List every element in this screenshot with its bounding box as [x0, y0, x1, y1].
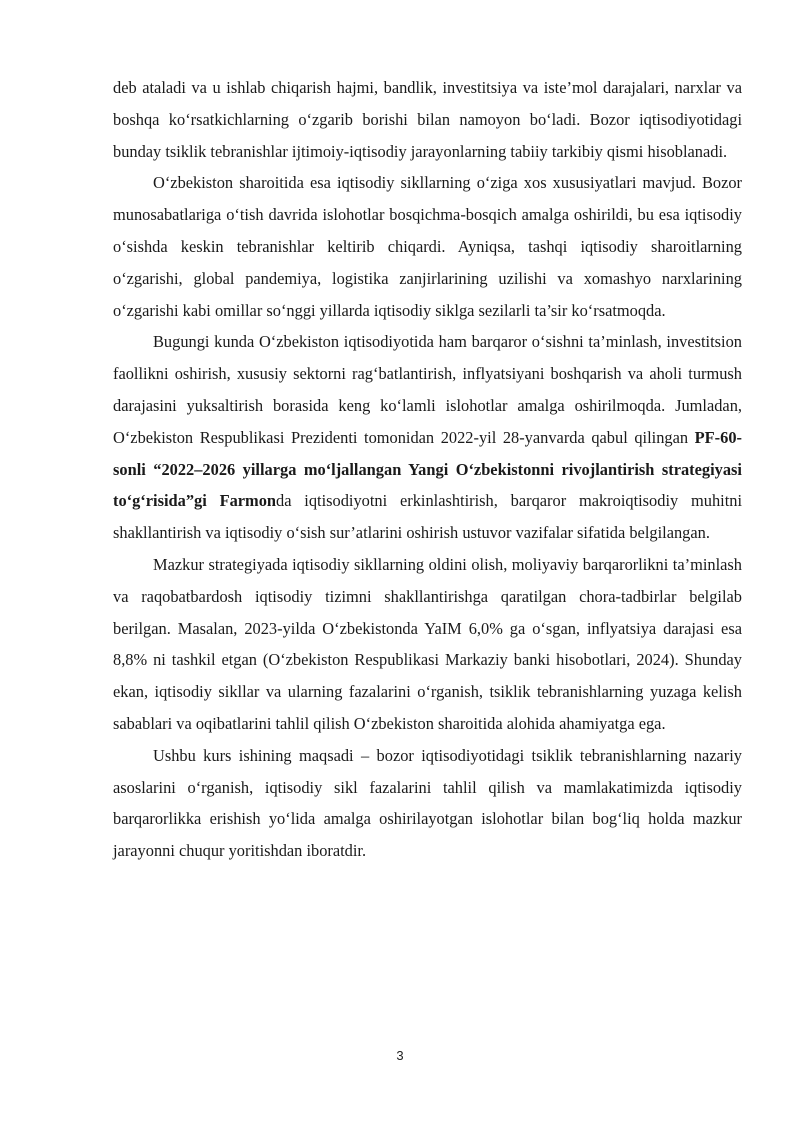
paragraph-continuation: deb ataladi va u ishlab chiqarish hajmi, bandlik, investitsiya va iste’mol darajalari, narxlar va boshqa ko‘rsatkichlarning o‘zgarib borishi bilan namoyon bo‘ladi. Bozor iqtisodiyotidagi bunday tsiklik tebranishlar ijtimoiy-iqtisodiy jarayonlarning tabiiy tarkibiy qismi hisoblanadi.: [113, 78, 742, 161]
decree-title: PF-60-sonli “2022–2026 yillarga mo‘ljallangan Yangi O‘zbekistonni rivojlantirish strategiyasi to‘g‘risida”gi Farmon: [113, 427, 742, 511]
reforms-text-start: Bugungi kunda O‘zbekiston iqtisodiyotida ham barqaror o‘sishni ta’minlash, investitsion faollikni oshirish, xususiy sektorni rag‘batlantirish, inflyatsiyani boshqarish va aholi turmush darajasini yuksaltirish borasida keng ko‘lamli islohotlar amalga oshirilmoqda. Jumladan, O‘zbekiston Respublikasi Prezidenti tomonidan 2022-yil 28-yanvarda qabul qilingan: [113, 332, 742, 447]
document-body: [113, 72, 742, 867]
paragraph-uzbekistan-cycles: O‘zbekiston sharoitida esa iqtisodiy sikllarning o‘ziga xos xususiyatlari mavjud. Bozor munosabatlariga o‘tish davrida islohotlar bosqichma-bosqich amalga oshirildi, bu esa iqtisodiy o‘sishda keskin tebranishlar keltirib chiqardi. Ayniqsa, tashqi iqtisodiy sharoitlarning o‘zgarishi, global pandemiya, logistika zanjirlarining uzilishi va xomashyo narxlarining o‘zgarishi kabi omillar so‘nggi yillarda iqtisodiy siklga sezilarli ta’sir ko‘rsatmoqda.: [113, 173, 742, 320]
page-number: 3: [396, 1048, 404, 1063]
paragraph-reforms: [113, 326, 742, 549]
paragraph-strategy: Mazkur strategiyada iqtisodiy sikllarning oldini olish, moliyaviy barqarorlikni ta’minlash va raqobatbardosh iqtisodiy tizimni shakllantirishga qaratilgan chora-tadbirlar belgilab berilgan. Masalan, 2023-yilda O‘zbekistonda YaIM 6,0% ga o‘sgan, inflyatsiya darajasi esa 8,8% ni tashkil etgan (O‘zbekiston Respublikasi Markaziy banki hisobotlari, 2024). Shunday ekan, iqtisodiy sikllar va ularning fazalarini o‘rganish, tsiklik tebranishlarning yuzaga kelish sabablari va oqibatlarini tahlil qilish O‘zbekiston sharoitida alohida ahamiyatga ega.: [113, 554, 742, 733]
paragraph-goal: Ushbu kurs ishining maqsadi – bozor iqtisodiyotidagi tsiklik tebranishlarning nazariy asoslarini o‘rganish, iqtisodiy sikl fazalarini tahlil qilish va mamlakatimizda iqtisodiy barqarorlikka erishish yo‘lida amalga oshirilayotgan islohotlar bilan bog‘liq holda mazkur jarayonni chuqur yoritishdan iboratdir.: [113, 745, 742, 861]
reforms-text-end: da iqtisodiyotni erkinlashtirish, barqaror makroiqtisodiy muhitni shakllantirish va iqtisodiy o‘sish sur’atlarini oshirish ustuvor vazifalar sifatida belgilangan.: [113, 491, 742, 543]
